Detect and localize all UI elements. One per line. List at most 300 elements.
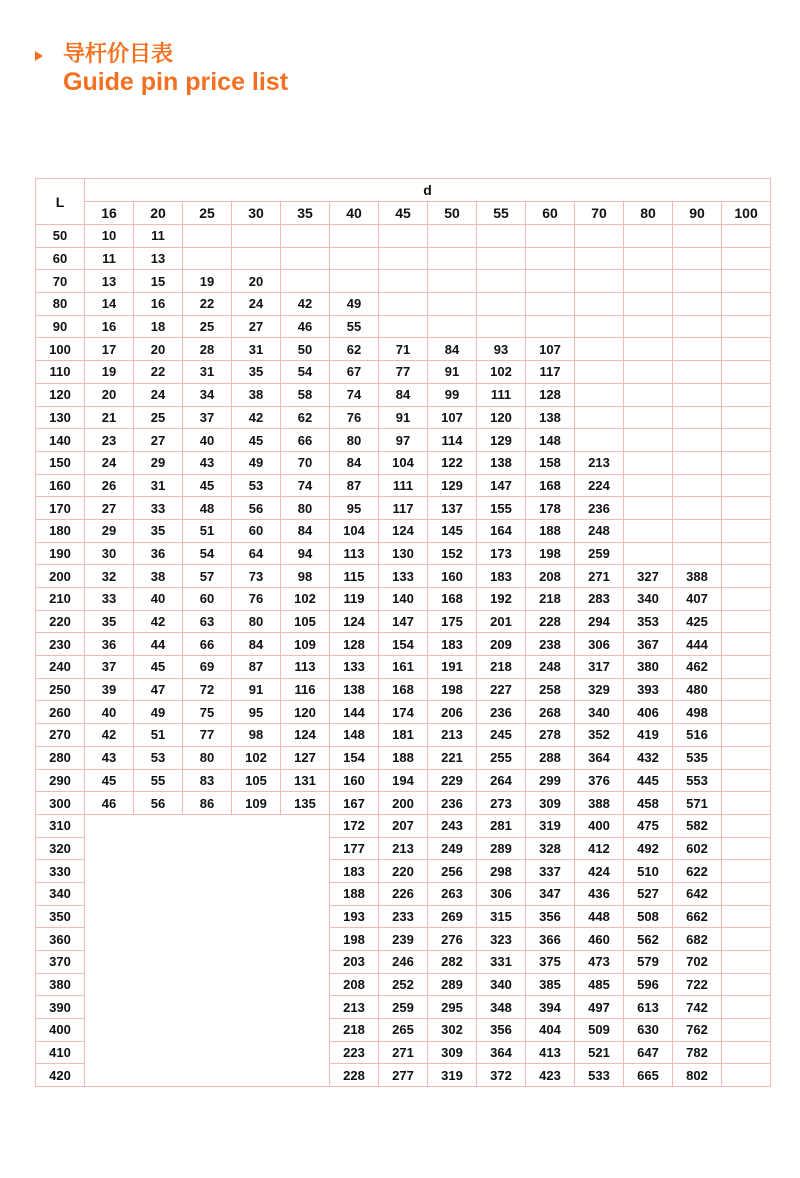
price-cell: [722, 270, 771, 293]
page-title-chinese: 导杆价目表: [63, 41, 174, 66]
price-cell: [183, 247, 232, 270]
price-cell: [722, 996, 771, 1019]
price-cell: [575, 247, 624, 270]
price-cell: 413: [526, 1041, 575, 1064]
price-cell: 19: [85, 361, 134, 384]
price-cell: 25: [134, 406, 183, 429]
price-cell: 273: [477, 792, 526, 815]
price-cell: 380: [624, 656, 673, 679]
diameter-header-cell: 80: [624, 202, 673, 225]
table-row: [36, 293, 771, 316]
price-cell: 412: [575, 837, 624, 860]
price-cell: 178: [526, 497, 575, 520]
price-cell: 198: [428, 678, 477, 701]
price-cell: [183, 860, 232, 883]
price-cell: 276: [428, 928, 477, 951]
price-cell: [575, 270, 624, 293]
price-cell: [624, 247, 673, 270]
price-cell: [281, 225, 330, 248]
price-cell: [85, 905, 134, 928]
price-cell: 509: [575, 1019, 624, 1042]
length-cell: 310: [36, 814, 85, 837]
price-cell: [722, 338, 771, 361]
price-cell: [673, 451, 722, 474]
price-cell: 145: [428, 519, 477, 542]
price-cell: [85, 1064, 134, 1087]
price-cell: 356: [477, 1019, 526, 1042]
price-cell: 23: [85, 429, 134, 452]
price-cell: [134, 951, 183, 974]
price-cell: [232, 882, 281, 905]
price-table: [35, 178, 771, 1087]
price-cell: [575, 225, 624, 248]
length-cell: 150: [36, 451, 85, 474]
price-cell: 97: [379, 429, 428, 452]
price-cell: 76: [330, 406, 379, 429]
price-cell: 20: [232, 270, 281, 293]
price-cell: [281, 1041, 330, 1064]
length-cell: 70: [36, 270, 85, 293]
length-cell: 410: [36, 1041, 85, 1064]
length-cell: 320: [36, 837, 85, 860]
price-cell: 188: [379, 746, 428, 769]
price-cell: [232, 973, 281, 996]
price-cell: 177: [330, 837, 379, 860]
price-cell: 120: [477, 406, 526, 429]
diameter-group-header: d: [85, 179, 771, 202]
price-cell: 191: [428, 656, 477, 679]
price-cell: 423: [526, 1064, 575, 1087]
price-cell: 93: [477, 338, 526, 361]
price-cell: 702: [673, 951, 722, 974]
price-cell: 29: [85, 519, 134, 542]
price-cell: 135: [281, 792, 330, 815]
price-cell: 294: [575, 610, 624, 633]
price-cell: 340: [575, 701, 624, 724]
price-cell: 206: [428, 701, 477, 724]
diameter-header-cell: 90: [673, 202, 722, 225]
price-cell: 213: [575, 451, 624, 474]
price-cell: 647: [624, 1041, 673, 1064]
price-cell: 122: [428, 451, 477, 474]
price-cell: 407: [673, 588, 722, 611]
price-cell: 80: [281, 497, 330, 520]
price-cell: [722, 247, 771, 270]
table-row: [36, 1041, 771, 1064]
price-cell: 80: [330, 429, 379, 452]
price-cell: 218: [330, 1019, 379, 1042]
price-cell: 388: [575, 792, 624, 815]
price-cell: 128: [526, 383, 575, 406]
price-cell: 43: [85, 746, 134, 769]
price-cell: 419: [624, 724, 673, 747]
price-cell: 158: [526, 451, 575, 474]
diameter-header-cell: 20: [134, 202, 183, 225]
price-cell: 113: [330, 542, 379, 565]
price-cell: 45: [85, 769, 134, 792]
price-cell: [673, 406, 722, 429]
price-cell: [477, 315, 526, 338]
length-column-header: L: [36, 179, 85, 225]
price-cell: [232, 951, 281, 974]
price-cell: [85, 882, 134, 905]
price-cell: 424: [575, 860, 624, 883]
price-cell: [232, 225, 281, 248]
price-cell: [281, 928, 330, 951]
price-cell: 218: [477, 656, 526, 679]
diameter-header-cell: 70: [575, 202, 624, 225]
price-cell: [575, 406, 624, 429]
price-cell: [183, 996, 232, 1019]
price-cell: 375: [526, 951, 575, 974]
header-row-group: [36, 179, 771, 202]
price-cell: 87: [330, 474, 379, 497]
price-cell: 45: [232, 429, 281, 452]
diameter-header-cell: 50: [428, 202, 477, 225]
table-row: [36, 361, 771, 384]
price-cell: 129: [477, 429, 526, 452]
price-cell: [85, 1041, 134, 1064]
price-cell: 662: [673, 905, 722, 928]
price-cell: [281, 882, 330, 905]
length-cell: 420: [36, 1064, 85, 1087]
price-cell: 43: [183, 451, 232, 474]
price-cell: [428, 225, 477, 248]
price-cell: [428, 315, 477, 338]
price-cell: 148: [526, 429, 575, 452]
price-cell: 309: [428, 1041, 477, 1064]
price-cell: [624, 451, 673, 474]
price-cell: 203: [330, 951, 379, 974]
length-cell: 360: [36, 928, 85, 951]
price-cell: 682: [673, 928, 722, 951]
price-cell: [722, 814, 771, 837]
price-cell: [722, 724, 771, 747]
price-cell: [85, 996, 134, 1019]
price-cell: [183, 1019, 232, 1042]
price-cell: 45: [134, 656, 183, 679]
price-cell: [624, 315, 673, 338]
price-cell: 245: [477, 724, 526, 747]
price-cell: [477, 225, 526, 248]
price-cell: [575, 383, 624, 406]
price-cell: 66: [183, 633, 232, 656]
table-row: [36, 746, 771, 769]
price-cell: [85, 837, 134, 860]
price-cell: [722, 497, 771, 520]
table-row: [36, 588, 771, 611]
price-cell: 227: [477, 678, 526, 701]
price-cell: [232, 1019, 281, 1042]
price-cell: 80: [232, 610, 281, 633]
price-cell: 74: [330, 383, 379, 406]
price-cell: [624, 383, 673, 406]
price-cell: [673, 474, 722, 497]
price-cell: 24: [232, 293, 281, 316]
price-cell: [624, 542, 673, 565]
price-cell: [722, 633, 771, 656]
price-cell: 444: [673, 633, 722, 656]
price-cell: 109: [232, 792, 281, 815]
price-cell: [624, 338, 673, 361]
price-cell: 127: [281, 746, 330, 769]
price-cell: 56: [232, 497, 281, 520]
price-cell: [134, 1041, 183, 1064]
price-cell: 213: [379, 837, 428, 860]
price-cell: 527: [624, 882, 673, 905]
price-cell: [722, 1041, 771, 1064]
price-cell: 16: [85, 315, 134, 338]
price-cell: 86: [183, 792, 232, 815]
price-cell: 31: [183, 361, 232, 384]
price-cell: [134, 1064, 183, 1087]
price-cell: 15: [134, 270, 183, 293]
price-cell: [526, 293, 575, 316]
price-cell: 71: [379, 338, 428, 361]
price-cell: [722, 383, 771, 406]
price-cell: 57: [183, 565, 232, 588]
price-cell: 20: [85, 383, 134, 406]
table-row: [36, 882, 771, 905]
price-cell: 248: [526, 656, 575, 679]
price-cell: 69: [183, 656, 232, 679]
price-cell: 84: [379, 383, 428, 406]
table-row: [36, 678, 771, 701]
price-cell: 38: [232, 383, 281, 406]
price-cell: [379, 247, 428, 270]
price-cell: [183, 928, 232, 951]
price-cell: 39: [85, 678, 134, 701]
price-cell: 137: [428, 497, 477, 520]
price-cell: [722, 451, 771, 474]
price-cell: 228: [330, 1064, 379, 1087]
price-cell: 133: [330, 656, 379, 679]
price-cell: 60: [183, 588, 232, 611]
price-cell: 571: [673, 792, 722, 815]
price-cell: 29: [134, 451, 183, 474]
price-cell: 109: [281, 633, 330, 656]
price-cell: 160: [428, 565, 477, 588]
price-cell: 124: [281, 724, 330, 747]
price-cell: [722, 905, 771, 928]
length-cell: 280: [36, 746, 85, 769]
price-cell: 364: [477, 1041, 526, 1064]
price-cell: 107: [526, 338, 575, 361]
price-cell: 425: [673, 610, 722, 633]
table-row: [36, 1064, 771, 1087]
price-cell: [281, 814, 330, 837]
price-cell: 49: [330, 293, 379, 316]
price-cell: 34: [183, 383, 232, 406]
price-cell: 289: [428, 973, 477, 996]
price-cell: 315: [477, 905, 526, 928]
price-cell: [722, 882, 771, 905]
price-cell: [134, 814, 183, 837]
price-cell: 91: [379, 406, 428, 429]
price-cell: 498: [673, 701, 722, 724]
length-cell: 210: [36, 588, 85, 611]
price-cell: 288: [526, 746, 575, 769]
length-cell: 350: [36, 905, 85, 928]
price-cell: 535: [673, 746, 722, 769]
price-cell: [624, 429, 673, 452]
price-cell: 95: [232, 701, 281, 724]
price-cell: [183, 1064, 232, 1087]
price-cell: 183: [428, 633, 477, 656]
price-cell: [134, 837, 183, 860]
price-cell: [673, 270, 722, 293]
price-cell: [232, 928, 281, 951]
price-cell: [379, 315, 428, 338]
price-cell: 258: [526, 678, 575, 701]
price-cell: 130: [379, 542, 428, 565]
price-cell: [575, 293, 624, 316]
price-cell: 239: [379, 928, 428, 951]
price-cell: 762: [673, 1019, 722, 1042]
diameter-header-cell: 55: [477, 202, 526, 225]
price-cell: 264: [477, 769, 526, 792]
length-cell: 300: [36, 792, 85, 815]
price-cell: [526, 315, 575, 338]
price-cell: 271: [379, 1041, 428, 1064]
price-cell: 236: [477, 701, 526, 724]
price-cell: 309: [526, 792, 575, 815]
price-cell: [624, 497, 673, 520]
price-cell: 462: [673, 656, 722, 679]
price-cell: 19: [183, 270, 232, 293]
price-cell: 246: [379, 951, 428, 974]
table-row: [36, 406, 771, 429]
price-cell: 84: [232, 633, 281, 656]
price-cell: [722, 656, 771, 679]
price-cell: 188: [330, 882, 379, 905]
price-cell: 259: [575, 542, 624, 565]
diameter-header-cell: 30: [232, 202, 281, 225]
price-cell: [281, 996, 330, 1019]
price-cell: [722, 701, 771, 724]
price-cell: 802: [673, 1064, 722, 1087]
price-cell: 613: [624, 996, 673, 1019]
price-cell: [624, 406, 673, 429]
price-cell: 147: [477, 474, 526, 497]
length-cell: 160: [36, 474, 85, 497]
price-cell: [722, 746, 771, 769]
length-cell: 110: [36, 361, 85, 384]
price-cell: 460: [575, 928, 624, 951]
price-cell: 31: [232, 338, 281, 361]
table-row: [36, 656, 771, 679]
price-cell: 152: [428, 542, 477, 565]
price-cell: [722, 837, 771, 860]
price-cell: 35: [85, 610, 134, 633]
price-cell: 80: [183, 746, 232, 769]
price-cell: 394: [526, 996, 575, 1019]
table-row: [36, 724, 771, 747]
price-cell: [232, 247, 281, 270]
price-cell: [624, 270, 673, 293]
price-cell: 113: [281, 656, 330, 679]
price-cell: [722, 769, 771, 792]
price-cell: 102: [281, 588, 330, 611]
price-cell: 42: [85, 724, 134, 747]
price-cell: 181: [379, 724, 428, 747]
price-cell: [85, 951, 134, 974]
price-cell: 323: [477, 928, 526, 951]
table-row: [36, 769, 771, 792]
price-cell: 510: [624, 860, 673, 883]
price-cell: 458: [624, 792, 673, 815]
price-cell: 155: [477, 497, 526, 520]
price-cell: [379, 293, 428, 316]
price-cell: [281, 905, 330, 928]
length-cell: 290: [36, 769, 85, 792]
price-cell: [379, 225, 428, 248]
price-cell: [673, 519, 722, 542]
price-cell: [183, 905, 232, 928]
price-cell: [722, 1019, 771, 1042]
price-cell: [624, 474, 673, 497]
price-cell: [722, 588, 771, 611]
price-cell: [722, 225, 771, 248]
price-cell: 111: [379, 474, 428, 497]
price-cell: 256: [428, 860, 477, 883]
price-cell: [624, 361, 673, 384]
price-cell: [722, 928, 771, 951]
price-cell: 209: [477, 633, 526, 656]
price-cell: 665: [624, 1064, 673, 1087]
price-cell: [281, 1064, 330, 1087]
price-cell: 198: [526, 542, 575, 565]
price-cell: 207: [379, 814, 428, 837]
price-cell: 63: [183, 610, 232, 633]
price-cell: [330, 247, 379, 270]
price-cell: 72: [183, 678, 232, 701]
price-cell: 168: [428, 588, 477, 611]
length-cell: 100: [36, 338, 85, 361]
price-cell: 24: [134, 383, 183, 406]
price-cell: 553: [673, 769, 722, 792]
price-cell: [428, 270, 477, 293]
price-cell: 201: [477, 610, 526, 633]
price-cell: 53: [232, 474, 281, 497]
price-cell: 104: [330, 519, 379, 542]
length-cell: 200: [36, 565, 85, 588]
price-cell: [722, 361, 771, 384]
price-cell: [722, 951, 771, 974]
price-cell: [183, 973, 232, 996]
table-row: [36, 383, 771, 406]
diameter-header-cell: 40: [330, 202, 379, 225]
price-cell: 174: [379, 701, 428, 724]
length-cell: 270: [36, 724, 85, 747]
price-cell: 198: [330, 928, 379, 951]
price-cell: 24: [85, 451, 134, 474]
price-cell: 249: [428, 837, 477, 860]
price-cell: 27: [134, 429, 183, 452]
price-cell: 400: [575, 814, 624, 837]
price-cell: 475: [624, 814, 673, 837]
price-cell: 622: [673, 860, 722, 883]
price-cell: 46: [281, 315, 330, 338]
price-cell: 11: [134, 225, 183, 248]
price-cell: 49: [134, 701, 183, 724]
price-cell: [575, 429, 624, 452]
price-cell: 25: [183, 315, 232, 338]
price-cell: 376: [575, 769, 624, 792]
price-cell: 213: [428, 724, 477, 747]
price-cell: [624, 519, 673, 542]
price-cell: 596: [624, 973, 673, 996]
